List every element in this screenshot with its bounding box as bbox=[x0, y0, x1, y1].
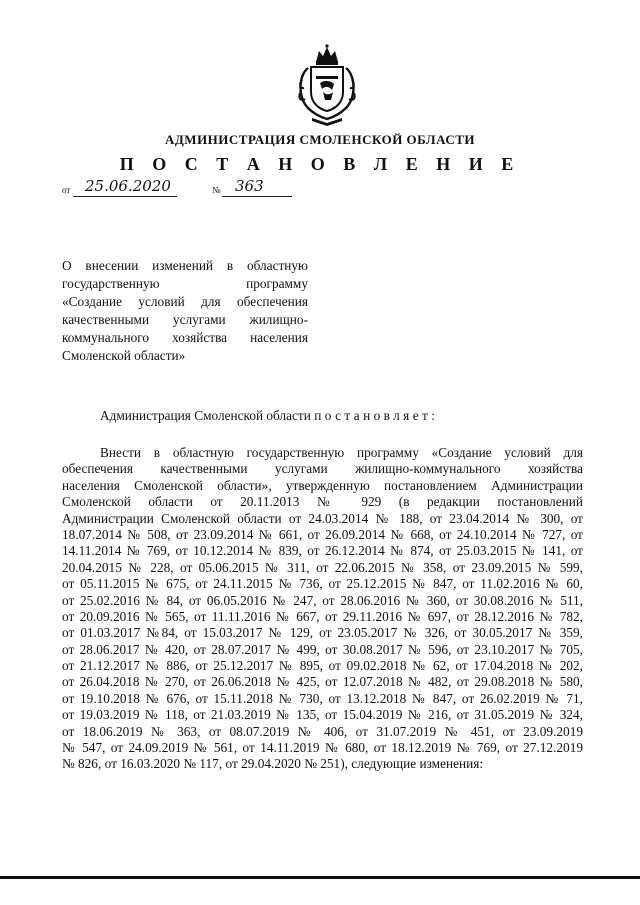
subject-line: Смоленской области» bbox=[62, 348, 186, 364]
body-line: от 05.11.2015 № 675, от 24.11.2015 № 736, от 25.12.2015 № 847, от 11.02.2016 № 60, bbox=[62, 576, 583, 592]
body-line: Внести в областную государственную программу «Создание условий для bbox=[100, 445, 583, 460]
subject-line: О внесении изменений в областную bbox=[62, 258, 308, 273]
resolution-lead bbox=[100, 408, 438, 424]
smolensk-coat-of-arms-icon bbox=[290, 40, 364, 126]
body-line: 20.04.2015 № 228, от 05.06.2015 № 311, от 22.06.2015 № 358, от 23.09.2015 № 599, bbox=[62, 559, 583, 575]
body-line: от 19.10.2018 № 676, от 15.11.2018 № 730, от 13.12.2018 № 847, от 26.02.2019 № 71, bbox=[62, 690, 583, 706]
date-value: 25.06.2020 bbox=[85, 177, 171, 195]
body-line: от 28.06.2017 № 420, от 28.07.2017 № 499, от 30.08.2017 № 596, от 23.10.2017 № 705, bbox=[62, 641, 583, 657]
body-line: от 18.06.2019 № 363, от 08.07.2019 № 406, от 31.07.2019 № 451, от 23.09.2019 bbox=[62, 723, 583, 739]
body-line: 18.07.2014 № 508, от 23.09.2014 № 661, от 26.09.2014 № 668, от 24.10.2014 № 727, от bbox=[62, 526, 583, 542]
body-line: населения Смоленской области», утвержденную постановлением Администрации bbox=[62, 477, 583, 493]
subject-line: государственную программу bbox=[62, 276, 308, 292]
document-subject bbox=[62, 257, 308, 366]
date-label: от bbox=[62, 185, 71, 195]
body-line: от 25.02.2016 № 84, от 06.05.2016 № 247, от 28.06.2016 № 360, от 30.08.2016 № 511, bbox=[62, 592, 583, 608]
lead-keyword: постановляет: bbox=[314, 408, 439, 423]
subject-line: коммунального хозяйства населения bbox=[62, 330, 308, 346]
body-line: № 826, от 16.03.2020 № 117, от 29.04.2020 № 251), следующие изменения: bbox=[62, 756, 484, 772]
date-underline bbox=[73, 196, 177, 197]
number-label: № bbox=[212, 185, 221, 195]
body-line: 14.11.2014 № 769, от 10.12.2014 № 839, от 26.12.2014 № 874, от 25.03.2015 № 141, от bbox=[62, 543, 583, 559]
body-line: от 20.09.2016 № 565, от 11.11.2016 № 667, от 29.11.2016 № 697, от 28.12.2016 № 782, bbox=[62, 608, 583, 624]
body-line: от 01.03.2017 №84, от 15.03.2017 № 129, от 23.05.2017 № 326, от 30.05.2017 № 359, bbox=[62, 625, 583, 641]
body-line: обеспечения качественными услугами жилищно-коммунального хозяйства bbox=[62, 461, 583, 477]
subject-line: «Создание условий для обеспечения bbox=[62, 294, 308, 310]
resolution-body bbox=[62, 445, 583, 773]
body-line: от 19.03.2019 № 118, от 21.03.2019 № 135, от 15.04.2019 № 216, от 31.05.2019 № 324, bbox=[62, 707, 583, 723]
body-line: Администрации Смоленской области от 24.03.2014 № 188, от 23.04.2014 № 300, от bbox=[62, 510, 583, 526]
body-line: от 21.12.2017 № 886, от 25.12.2017 № 895, от 09.02.2018 № 62, от 17.04.2018 № 202, bbox=[62, 658, 583, 674]
subject-line: качественными услугами жилищно- bbox=[62, 312, 308, 328]
document-type-title: П О С Т А Н О В Л Е Н И Е bbox=[119, 154, 521, 174]
body-line: от 26.04.2018 № 270, от 26.06.2018 № 425, от 12.07.2018 № 482, от 29.08.2018 № 580, bbox=[62, 674, 583, 690]
page-bottom-border bbox=[0, 876, 640, 879]
number-value: 363 bbox=[235, 177, 264, 195]
number-underline bbox=[222, 196, 292, 197]
body-line: Смоленской области от 20.11.2013 № 929 (в редакции постановлений bbox=[62, 494, 583, 510]
lead-prefix: Администрация Смоленской области bbox=[100, 408, 311, 423]
organization-name: АДМИНИСТРАЦИЯ СМОЛЕНСКОЙ ОБЛАСТИ bbox=[164, 132, 476, 147]
body-line: № 547, от 24.09.2019 № 561, от 14.11.2019 № 680, от 18.12.2019 № 769, от 27.12.2019 bbox=[62, 740, 583, 756]
